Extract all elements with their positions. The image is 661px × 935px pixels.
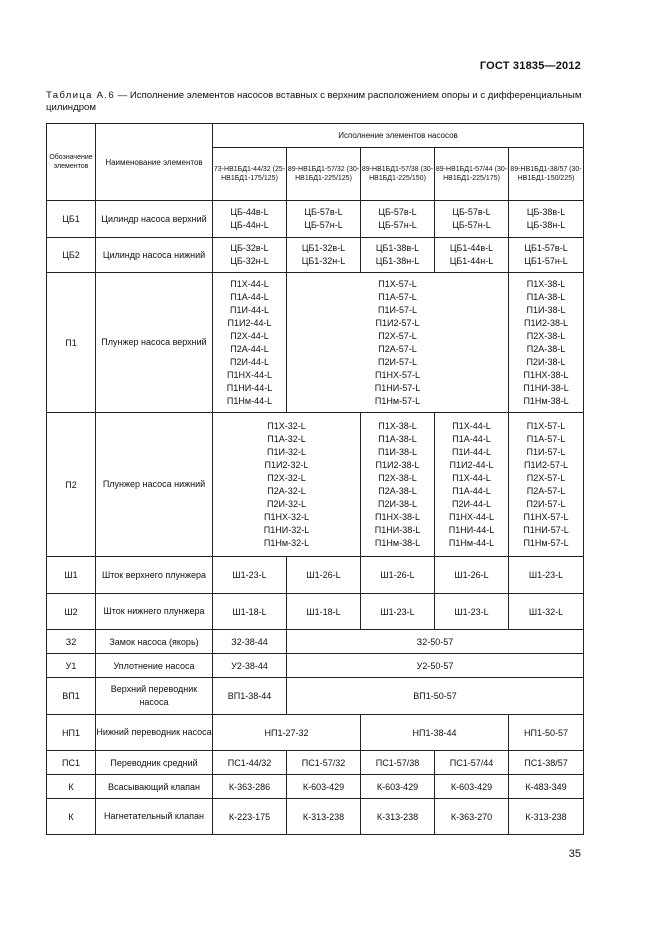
- cell-line: П2И-44-L: [230, 356, 269, 367]
- cell: ПС1-57/32: [287, 751, 361, 775]
- cell: [435, 201, 509, 238]
- cell-line: П1А-57-L: [378, 291, 417, 302]
- table-row: [47, 594, 584, 630]
- cell-line: П1А-32-L: [267, 433, 306, 444]
- cell-line: П1И2-57-L: [524, 459, 569, 470]
- cell-line: П2А-38-L: [378, 485, 417, 496]
- cell-line: П1И-38-L: [526, 304, 566, 315]
- table-row: [47, 775, 584, 799]
- table-row: [47, 630, 584, 654]
- cell: Ш1-32-L: [509, 594, 584, 630]
- cell-line: П1Х-44-L: [452, 472, 491, 483]
- cell-line: П2Х-57-L: [526, 472, 566, 483]
- cell-merged: [287, 273, 509, 413]
- cell-line: П1Нм-44-L: [448, 537, 495, 548]
- cell-lines: [213, 242, 286, 268]
- cell-line: П1Х-57-L: [526, 420, 566, 431]
- cell: ПС1-38/57: [509, 751, 584, 775]
- cell-line: П1НХ-57-L: [375, 369, 420, 380]
- cell-line: П1Х-32-L: [267, 420, 306, 431]
- cell-line: П1И2-38-L: [375, 459, 420, 470]
- cell-line: П1И2-38-L: [524, 317, 569, 328]
- cell-line: П1Нм-38-L: [523, 395, 569, 406]
- cell-line: ЦБ-57в-L: [452, 207, 491, 217]
- table-row: [47, 413, 584, 557]
- table-row: [47, 238, 584, 273]
- row-name: Нагнетательный клапан: [96, 799, 213, 835]
- cell: [509, 201, 584, 238]
- cell-line: П1Х-57-L: [378, 278, 417, 289]
- row-name: Верхний переводник насоса: [96, 678, 213, 715]
- cell: К-603-429: [287, 775, 361, 799]
- cell-line: П1И-38-L: [378, 446, 417, 457]
- table-row: [47, 715, 584, 751]
- cell-line: П1И-32-L: [267, 446, 306, 457]
- cell-lines: [361, 420, 434, 550]
- row-code: Ш2: [47, 594, 96, 630]
- cell: К-223-175: [213, 799, 287, 835]
- cell-line: ЦБ-44в-L: [230, 207, 269, 217]
- cell-line: П2И-57-L: [378, 356, 417, 367]
- cell-line: ЦБ-57в-L: [304, 207, 343, 217]
- cell-line: П1НИ-57-L: [523, 524, 569, 535]
- cell-merged: ВП1-50-57: [287, 678, 584, 715]
- cell-line: П2Х-38-L: [526, 330, 566, 341]
- row-code: К: [47, 775, 96, 799]
- cell-lines: [361, 242, 434, 268]
- cell-line: П1А-57-L: [526, 433, 566, 444]
- row-code: ЦБ1: [47, 201, 96, 238]
- cell-line: ЦБ-57н-L: [378, 220, 417, 230]
- cell: К-363-286: [213, 775, 287, 799]
- cell: Ш1-23-L: [435, 594, 509, 630]
- cell: ПС1-57/38: [361, 751, 435, 775]
- cell: [361, 413, 435, 557]
- cell-line: ЦБ-38в-L: [526, 207, 566, 217]
- cell-line: П1А-44-L: [452, 433, 491, 444]
- cell-line: П1НИ-32-L: [263, 524, 310, 535]
- table-row: [47, 678, 584, 715]
- cell-line: ЦБ-57н-L: [452, 220, 491, 230]
- cell-line: П1Нм-57-L: [523, 537, 569, 548]
- cell-line: П2А-44-L: [230, 343, 269, 354]
- cell-line: ЦБ1-57н-L: [524, 256, 568, 266]
- table-row: [47, 751, 584, 775]
- cell: Ш1-26-L: [361, 557, 435, 594]
- cell-line: ЦБ-57н-L: [304, 220, 343, 230]
- cell: [435, 238, 509, 273]
- cell-line: П1НИ-38-L: [374, 524, 421, 535]
- header-variant-4: 89-НВ1БД1-57/44 (30-НВ1БД1-225/175): [435, 148, 509, 201]
- cell-merged: У2-50-57: [287, 654, 584, 678]
- cell-line: П1Нм-57-L: [374, 395, 421, 406]
- cell: К-313-238: [509, 799, 584, 835]
- cell-line: П1Х-44-L: [452, 420, 491, 431]
- table-row: [47, 557, 584, 594]
- cell: [509, 273, 584, 413]
- header-name: Наименование элементов: [96, 124, 213, 201]
- row-name: Всасывающий клапан: [96, 775, 213, 799]
- cell-lines: [361, 206, 434, 232]
- header-variant-2: 89-НВ1БД1-57/32 (30-НВ1БД1-225/125): [287, 148, 361, 201]
- table-caption: [46, 90, 586, 114]
- cell-line: П1НИ-44-L: [448, 524, 495, 535]
- cell-lines: [287, 242, 360, 268]
- row-code: ВП1: [47, 678, 96, 715]
- cell-line: П2Х-38-L: [378, 472, 417, 483]
- header-designation: Обозначение элементов: [47, 124, 96, 201]
- table-caption-text: — Исполнение элементов насосов вставных с верхним расположением опоры и с дифференциальным цилиндром: [46, 90, 582, 113]
- row-code: З2: [47, 630, 96, 654]
- cell: К-483-349: [509, 775, 584, 799]
- cell-line: П2Х-44-L: [230, 330, 269, 341]
- cell: К-603-429: [435, 775, 509, 799]
- cell-lines: [287, 206, 360, 232]
- cell-line: П1Нм-32-L: [263, 537, 310, 548]
- cell-line: П1Нм-38-L: [374, 537, 421, 548]
- cell-line: П1И2-44-L: [449, 459, 494, 470]
- cell-line: ЦБ1-32в-L: [301, 243, 346, 253]
- cell-line: П1И-57-L: [526, 446, 566, 457]
- cell-line: П1НХ-32-L: [264, 511, 309, 522]
- row-code: НП1: [47, 715, 96, 751]
- cell: Ш1-23-L: [213, 557, 287, 594]
- cell-line: П2А-32-L: [267, 485, 306, 496]
- cell-lines: [435, 242, 508, 268]
- row-name: Цилиндр насоса нижний: [96, 238, 213, 273]
- cell-line: ЦБ-38н-L: [526, 220, 566, 230]
- cell-lines: [509, 278, 583, 408]
- table-row: [47, 799, 584, 835]
- cell-line: П2И-38-L: [378, 498, 417, 509]
- row-code: ЦБ2: [47, 238, 96, 273]
- row-name: Уплотнение насоса: [96, 654, 213, 678]
- cell-line: П2Х-57-L: [378, 330, 417, 341]
- cell-line: П1И-57-L: [378, 304, 417, 315]
- row-name: Нижний переводник насоса: [96, 715, 213, 751]
- row-name: Переводник средний: [96, 751, 213, 775]
- cell: [435, 413, 509, 557]
- cell: [361, 201, 435, 238]
- cell-line: П1НИ-38-L: [523, 382, 569, 393]
- cell-line: П1НХ-44-L: [227, 369, 272, 380]
- page-number: 35: [568, 848, 581, 860]
- row-code: Ш1: [47, 557, 96, 594]
- document-code: ГОСТ 31835—2012: [479, 60, 581, 72]
- cell-line: П1И2-57-L: [375, 317, 420, 328]
- table-caption-label: Таблица А.6: [46, 90, 115, 101]
- cell-line: П2И-32-L: [267, 498, 306, 509]
- cell: Ш1-26-L: [287, 557, 361, 594]
- cell-line: П2И-57-L: [526, 498, 566, 509]
- header-variants-group: Исполнение элементов насосов: [213, 124, 584, 148]
- cell-lines: [213, 278, 286, 408]
- cell-line: ЦБ1-44н-L: [449, 256, 494, 266]
- cell-merged: З2-50-57: [287, 630, 584, 654]
- cell: К-313-238: [287, 799, 361, 835]
- cell-lines: [435, 420, 508, 550]
- row-code: П1: [47, 273, 96, 413]
- cell-line: П1НИ-57-L: [374, 382, 421, 393]
- cell-line: П2А-57-L: [378, 343, 417, 354]
- cell: З2-38-44: [213, 630, 287, 654]
- cell-lines: [213, 420, 360, 550]
- cell-line: П1НХ-38-L: [375, 511, 420, 522]
- header-variant-3: 89-НВ1БД1-57/38 (30-НВ1БД1-225/150): [361, 148, 435, 201]
- cell-line: П1И-44-L: [230, 304, 269, 315]
- cell-line: П2И-38-L: [526, 356, 566, 367]
- row-code: К: [47, 799, 96, 835]
- cell-line: ЦБ1-44в-L: [449, 243, 494, 253]
- row-name: Замок насоса (якорь): [96, 630, 213, 654]
- row-code: П2: [47, 413, 96, 557]
- cell: Ш1-23-L: [361, 594, 435, 630]
- pump-elements-table: [46, 123, 584, 835]
- cell-line: П1НИ-44-L: [226, 382, 273, 393]
- cell-line: П1И-44-L: [452, 446, 491, 457]
- header-variant-1: 73-НВ1БД1-44/32 (25-НВ1БД1-175/125): [213, 148, 287, 201]
- cell-line: П2Х-32-L: [267, 472, 306, 483]
- cell: Ш1-18-L: [213, 594, 287, 630]
- cell-line: П1Нм-44-L: [226, 395, 273, 406]
- cell-line: ЦБ-32в-L: [230, 243, 269, 253]
- cell-merged: НП1-38-44: [361, 715, 509, 751]
- cell: Ш1-26-L: [435, 557, 509, 594]
- cell: [213, 201, 287, 238]
- cell-line: ЦБ1-32н-L: [301, 256, 346, 266]
- cell-line: ЦБ-32н-L: [230, 256, 269, 266]
- cell: ПС1-57/44: [435, 751, 509, 775]
- cell-line: П1Х-38-L: [378, 420, 417, 431]
- cell: [287, 201, 361, 238]
- cell-line: П1НХ-38-L: [523, 369, 569, 380]
- cell: ПС1-44/32: [213, 751, 287, 775]
- cell-line: ЦБ1-57в-L: [524, 243, 568, 253]
- row-name: Цилиндр насоса верхний: [96, 201, 213, 238]
- cell-line: ЦБ1-38н-L: [375, 256, 420, 266]
- row-name: Плунжер насоса верхний: [96, 273, 213, 413]
- cell-line: П1А-44-L: [230, 291, 269, 302]
- cell-lines: [509, 242, 583, 268]
- cell-lines: [509, 206, 583, 232]
- cell-line: П1НХ-44-L: [449, 511, 494, 522]
- cell-lines: [287, 278, 508, 408]
- cell-line: П2А-38-L: [526, 343, 566, 354]
- row-code: У1: [47, 654, 96, 678]
- cell-line: П2И-44-L: [452, 498, 491, 509]
- cell-lines: [213, 206, 286, 232]
- table-row: [47, 654, 584, 678]
- cell: [361, 238, 435, 273]
- cell-lines: [435, 206, 508, 232]
- cell-line: П1НХ-57-L: [523, 511, 569, 522]
- table-row: [47, 273, 584, 413]
- header-variant-5: 89-НВ1БД1-38/57 (30-НВ1БД1-150/225): [509, 148, 584, 201]
- table-row: [47, 201, 584, 238]
- cell-line: П1Х-44-L: [230, 278, 269, 289]
- cell: НП1-50-57: [509, 715, 584, 751]
- row-name: Шток нижнего плунжера: [96, 594, 213, 630]
- cell: У2-38-44: [213, 654, 287, 678]
- cell-line: П1А-38-L: [378, 433, 417, 444]
- row-code: ПС1: [47, 751, 96, 775]
- cell-merged: [213, 413, 361, 557]
- cell: [509, 238, 584, 273]
- cell-line: ЦБ1-38в-L: [375, 243, 420, 253]
- cell-line: П1И2-32-L: [264, 459, 309, 470]
- cell: [213, 238, 287, 273]
- cell: К-313-238: [361, 799, 435, 835]
- cell-line: ЦБ-57в-L: [378, 207, 417, 217]
- cell-lines: [509, 420, 583, 550]
- cell: Ш1-23-L: [509, 557, 584, 594]
- row-name: Плунжер насоса нижний: [96, 413, 213, 557]
- cell-line: П1И2-44-L: [227, 317, 272, 328]
- cell-merged: НП1-27-32: [213, 715, 361, 751]
- cell: [509, 413, 584, 557]
- row-name: Шток верхнего плунжера: [96, 557, 213, 594]
- cell: ВП1-38-44: [213, 678, 287, 715]
- cell: [213, 273, 287, 413]
- cell-line: П1А-38-L: [526, 291, 566, 302]
- cell: [287, 238, 361, 273]
- cell-line: П1Х-38-L: [526, 278, 566, 289]
- cell: Ш1-18-L: [287, 594, 361, 630]
- cell: К-363-270: [435, 799, 509, 835]
- cell-line: П1А-44-L: [452, 485, 491, 496]
- cell-line: ЦБ-44н-L: [230, 220, 269, 230]
- cell-line: П2А-57-L: [526, 485, 566, 496]
- cell: К-603-429: [361, 775, 435, 799]
